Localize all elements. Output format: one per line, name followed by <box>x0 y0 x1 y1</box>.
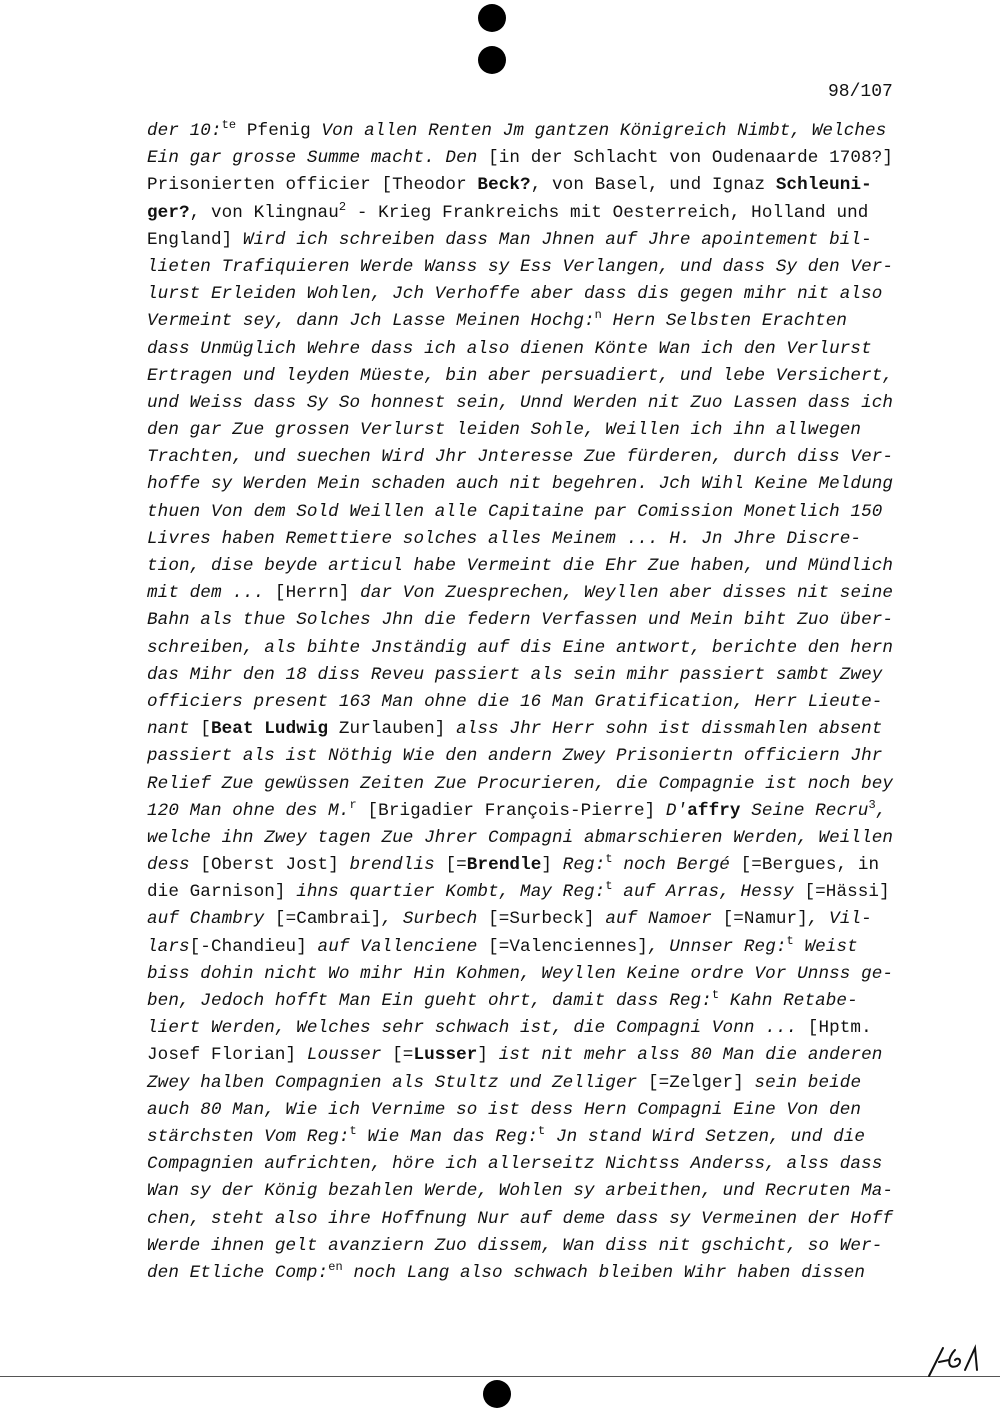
text-segment: stärchsten Vom Reg: <box>147 1126 350 1147</box>
superscript: t <box>711 988 720 1002</box>
text-segment: thuen Von dem Sold Weillen alle Capitaine par Comission Monetlich 150 <box>147 501 883 522</box>
text-line <box>147 1015 917 1042</box>
editorial-note: [Herrn] <box>274 583 350 604</box>
text-segment <box>357 801 368 821</box>
editorial-note: [= <box>392 1045 414 1066</box>
text-segment: noch Bergé <box>612 855 741 876</box>
text-line <box>147 580 917 607</box>
text-line <box>147 662 917 689</box>
bold-name: Schleuni- <box>775 175 872 196</box>
text-line <box>147 118 917 145</box>
text-line <box>147 798 917 825</box>
editorial-note: England] <box>147 229 233 250</box>
text-line <box>147 1070 917 1097</box>
text-segment: welche ihn Zwey tagen Zue Jhrer Compagni abmarschieren Werden, Weillen <box>147 827 894 848</box>
text-line <box>147 635 917 662</box>
text-line <box>147 1260 917 1287</box>
text-segment: alss Jhr Herr sohn ist dissmahlen absent <box>445 719 883 740</box>
bold-name: affry <box>687 800 741 821</box>
text-segment: und Weiss dass Sy So honnest sein, Unnd Werden nit Zuo Lassen dass ich <box>147 392 894 413</box>
editorial-note: , von Klingnau <box>189 202 339 223</box>
text-segment: hoffe sy Werden Mein schaden auch nit begehren. Jch Wihl Keine Meldung <box>147 474 894 495</box>
editorial-note: [Oberst Jost] <box>200 855 339 876</box>
text-segment: Weist <box>793 936 858 957</box>
editorial-note: [ <box>200 719 211 740</box>
editorial-note: [= <box>445 855 467 876</box>
punch-hole-bottom <box>483 1380 511 1408</box>
text-segment: das Mihr den 18 diss Reveu passiert als sein mihr passiert sambt Zwey <box>147 664 883 685</box>
text-segment: Ein gar grosse Summe macht. Den <box>147 148 489 169</box>
editorial-note: [=Surbeck] <box>488 909 595 930</box>
editorial-note: ] <box>541 855 553 876</box>
text-segment: dess <box>147 855 201 876</box>
superscript: t <box>605 879 613 894</box>
text-line <box>147 716 917 743</box>
text-line <box>147 499 917 526</box>
editorial-note: [-Chandieu] <box>189 936 307 957</box>
text-segment: Wan sy der König bezahlen Werde, Wohlen sy arbeithen, und Recruten Ma- <box>147 1181 894 1202</box>
text-segment: Wird ich schreiben dass Man Jhnen auf Jhre apointement bil- <box>232 229 872 250</box>
text-line <box>147 689 917 716</box>
bold-name: Lusser <box>413 1045 478 1066</box>
editorial-note: [Hptm. <box>807 1018 872 1039</box>
text-segment: chen, steht also ihre Hoffnung Nur auf deme dass sy Vermeinen der Hoff <box>147 1208 894 1229</box>
text-segment: auf Chambry <box>147 909 275 930</box>
text-segment: D' <box>655 800 688 821</box>
text-segment <box>236 121 247 141</box>
text-line <box>147 363 917 390</box>
bold-name: ger? <box>147 202 190 223</box>
text-segment: Lousser <box>296 1045 393 1066</box>
text-segment: biss dohin nicht Wo mihr Hin Kohmen, Weyllen Keine ordre Vor Unnss ge- <box>147 963 894 984</box>
bold-name: Beck? <box>477 175 531 196</box>
page-bottom-edge <box>0 1376 1000 1377</box>
text-segment: auch 80 Man, Wie ich Vernime so ist dess Hern Compagni Eine Von den <box>147 1099 862 1120</box>
text-line <box>147 988 917 1015</box>
text-segment: , Unnser Reg: <box>647 936 787 957</box>
text-line <box>147 227 917 254</box>
text-line <box>147 526 917 553</box>
text-segment: noch Lang also schwach bleiben Wihr haben dissen <box>342 1262 866 1283</box>
editorial-note: [=Zelger] <box>647 1072 744 1093</box>
punch-hole-top <box>478 4 506 32</box>
editorial-note: [in der Schlacht von Oudenaarde 1708?] <box>488 148 894 169</box>
superscript: t <box>786 933 794 948</box>
text-segment: Von allen Renten Jm gantzen Königreich Nimbt, Welches <box>310 121 887 141</box>
text-segment: Compagnien aufrichten, höre ich allerseitz Nichtss Anderss, alss dass <box>147 1154 883 1175</box>
text-segment: den Etliche Comp: <box>147 1262 329 1283</box>
text-line <box>147 743 917 770</box>
text-segment: nant <box>147 719 201 740</box>
editorial-note: [=Namur] <box>722 909 808 930</box>
text-line <box>147 172 917 199</box>
editorial-note: [Brigadier François-Pierre] <box>367 800 656 821</box>
editorial-note: [=Hässi] <box>804 882 890 903</box>
text-segment: Livres haben Remettiere solches alles Meinem ... H. Jn Jhre Discre- <box>147 528 862 549</box>
text-line <box>147 1151 917 1178</box>
text-segment: Bahn als thue Solches Jhn die federn Verfassen und Mein biht Zuo über- <box>147 610 894 631</box>
text-segment: Ertragen und leyden Müeste, bin aber persuadiert, und lebe Versichert, <box>147 365 894 386</box>
superscript: te <box>221 118 237 132</box>
text-line <box>147 825 917 852</box>
text-segment: der 10: <box>147 121 222 141</box>
text-line <box>147 336 917 363</box>
text-line <box>147 961 917 988</box>
text-segment: auf Arras, Hessy <box>612 882 805 903</box>
text-line <box>147 1042 917 1069</box>
text-segment: Seine Recru <box>740 800 869 821</box>
text-line <box>147 879 917 906</box>
text-segment: tion, dise beyde articul habe Vermeint die Ehr Zue haben, und Mündlich <box>147 556 894 576</box>
text-line <box>147 852 917 879</box>
text-segment: Reg: <box>552 855 606 876</box>
text-line <box>147 1206 917 1233</box>
text-segment: ist nit mehr alss 80 Man die anderen <box>488 1045 883 1066</box>
text-segment: mit dem ... <box>147 583 275 604</box>
text-segment: brendlis <box>338 855 446 876</box>
editorial-note: [=Valenciennes] <box>488 936 648 957</box>
editorial-note: , von Basel, und Ignaz <box>530 175 776 196</box>
text-line <box>147 771 917 798</box>
text-segment: officiers present 163 Man ohne die 16 Man Gratification, Herr Lieute- <box>147 691 883 712</box>
text-segment: lieten Trafiquieren Werde Wanss sy Ess Verlangen, und dass Sy den Ver- <box>147 256 894 277</box>
bold-name: Beat Ludwig <box>210 719 329 740</box>
superscript: t <box>605 852 613 867</box>
text-line <box>147 444 917 471</box>
text-segment: Kahn Retabe- <box>719 991 858 1011</box>
editorial-note: Josef Florian] <box>147 1045 297 1066</box>
editorial-note: - Krieg Frankreichs mit Oesterreich, Holland und <box>346 202 869 223</box>
text-line <box>147 934 917 961</box>
text-segment: Relief Zue gewüssen Zeiten Zue Procurieren, die Compagnie ist noch bey <box>147 773 894 794</box>
superscript: t <box>538 1123 546 1138</box>
text-segment: , <box>875 800 887 821</box>
editorial-note: die Garnison] <box>147 882 286 903</box>
transcription-body <box>147 118 917 1287</box>
text-line <box>147 471 917 498</box>
text-segment: den gar Zue grossen Verlurst leiden Sohle, Weillen ich ihn allwegen <box>147 420 862 441</box>
page-number: 98/107 <box>828 82 893 102</box>
punch-hole-upper <box>478 46 506 74</box>
superscript: en <box>328 1259 343 1274</box>
editorial-note: [=Cambrai] <box>274 909 382 930</box>
text-segment: dar Von Zuesprechen, Weyllen aber disses nit seine <box>349 583 894 604</box>
text-segment: Trachten, und suechen Wird Jhr Jnteresse Zue fürderen, durch diss Ver- <box>147 447 894 468</box>
text-segment: Wie Man das Reg: <box>356 1126 539 1147</box>
editorial-note: Prisonierten officier [Theodor <box>147 175 478 196</box>
text-segment: dass Unmüglich Wehre dass ich also dienen Könte Wan ich den Verlurst <box>147 338 872 359</box>
text-segment: 120 Man ohne des M. <box>147 800 350 821</box>
superscript: n <box>594 308 602 323</box>
text-segment: lurst Erleiden Wohlen, Jch Verhoffe aber dass dis gegen mihr nit also <box>147 284 883 305</box>
text-line <box>147 1097 917 1124</box>
text-line <box>147 1124 917 1151</box>
superscript: t <box>349 1123 357 1138</box>
text-line <box>147 145 917 172</box>
text-line <box>147 200 917 227</box>
superscript: 2 <box>338 199 347 214</box>
text-line <box>147 308 917 335</box>
text-segment: lars <box>147 936 190 957</box>
editorial-note: [=Bergues, in <box>740 855 880 876</box>
text-line <box>147 281 917 308</box>
text-segment: Werde ihnen gelt avanziern Zuo dissem, Wan diss nit gschicht, so Wer- <box>147 1235 883 1256</box>
text-segment: Jn stand Wird Setzen, und die <box>545 1126 866 1147</box>
text-line <box>147 254 917 281</box>
text-segment: passiert als ist Nöthig Wie den andern Zwey Prisoniertn officiern Jhr <box>147 746 883 767</box>
text-segment: , Surbech <box>381 909 489 930</box>
text-line <box>147 1178 917 1205</box>
text-segment: Zwey halben Compagnien als Stultz und Zelliger <box>147 1072 648 1093</box>
bold-name: Brendle <box>466 855 542 876</box>
editorial-note: Zurlauben] <box>328 719 446 740</box>
superscript: r <box>349 797 357 812</box>
text-segment: auf Vallenciene <box>306 936 489 957</box>
text-segment: schreiben, als bihte Jnständig auf dis Eine antwort, berichte den hern <box>147 637 894 658</box>
text-line <box>147 906 917 933</box>
text-segment: ben, Jedoch hofft Man Ein gueht ohrt, damit dass Reg: <box>147 991 712 1011</box>
text-line <box>147 607 917 634</box>
text-line <box>147 417 917 444</box>
text-line <box>147 553 917 580</box>
editorial-note: ] <box>477 1045 489 1066</box>
folio-mark-handwritten <box>925 1340 985 1380</box>
text-segment: ihns quartier Kombt, May Reg: <box>285 882 606 903</box>
editorial-note: Pfenig <box>246 121 311 141</box>
text-segment: sein beide <box>743 1072 862 1093</box>
text-segment: Vermeint sey, dann Jch Lasse Meinen Hochg: <box>147 311 595 332</box>
text-line <box>147 1233 917 1260</box>
text-segment: liert Werden, Welches sehr schwach ist, die Compagni Vonn ... <box>147 1018 808 1039</box>
text-segment: , Vil- <box>807 909 872 930</box>
text-segment: auf Namoer <box>594 909 723 930</box>
text-line <box>147 390 917 417</box>
superscript: 3 <box>868 797 876 812</box>
text-segment: Hern Selbsten Erachten <box>601 311 848 332</box>
